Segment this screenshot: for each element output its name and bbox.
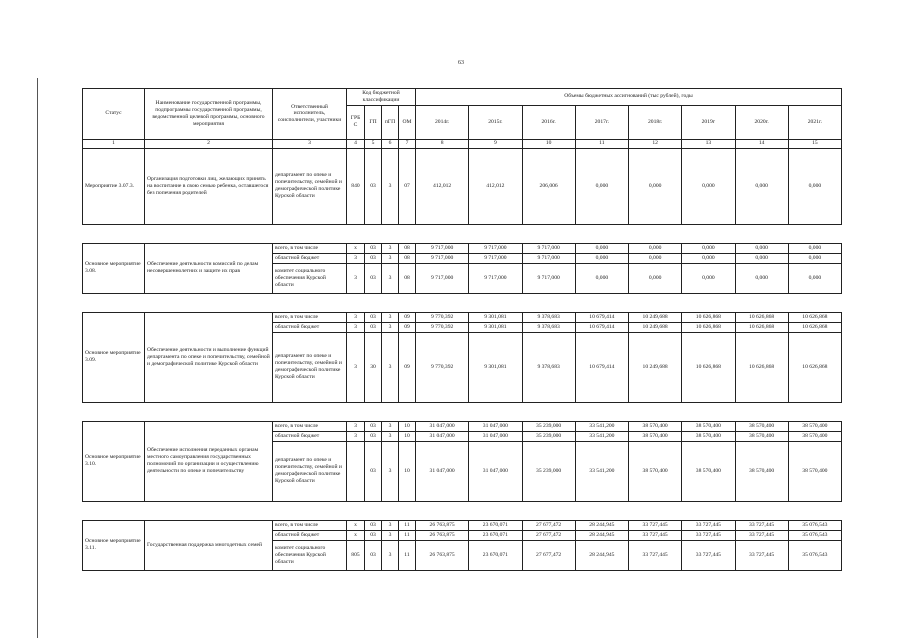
value-cell: 0,000: [735, 253, 788, 263]
code-cell: 03: [365, 322, 382, 332]
code-cell: 3: [347, 421, 365, 431]
header-volumes: Объемы бюджетных ассигнований (тыс рублей), годы: [416, 89, 842, 106]
header-responsible: Ответственный исполнитель, соисполнители, участники: [273, 89, 347, 140]
status-cell: Основное мероприятие 3.09.: [83, 312, 145, 402]
code-cell: 3: [382, 322, 399, 332]
group-spacer: [83, 293, 842, 312]
value-cell: 10 626,868: [788, 322, 841, 332]
header-year-2017: 2017г.: [575, 105, 628, 139]
code-cell: 03: [365, 520, 382, 530]
code-cell: 03: [365, 253, 382, 263]
value-cell: 9 301,081: [469, 312, 522, 322]
code-cell: 08: [399, 263, 416, 293]
value-cell: 10 626,868: [788, 312, 841, 322]
index-cell: 5: [365, 139, 382, 148]
code-cell: 07: [399, 148, 416, 224]
value-cell: 38 570,400: [682, 431, 735, 441]
status-cell: Основное мероприятие 3.10.: [83, 421, 145, 501]
code-cell: 10: [399, 431, 416, 441]
program-name-cell: Обеспечение деятельности комиссий по делам несовершеннолетних и защите их прав: [145, 243, 273, 293]
code-cell: 08: [399, 253, 416, 263]
header-budget-code: Код бюджетной классификации: [347, 89, 416, 106]
page-number: 63: [458, 60, 464, 66]
responsible-cell: всего, в том числе: [273, 421, 347, 431]
responsible-cell: департамент по опеке и попечительству, семейной и демографической политике Курской области: [273, 148, 347, 224]
code-cell: 11: [399, 520, 416, 530]
code-cell: 03: [365, 421, 382, 431]
value-cell: 10 626,868: [682, 312, 735, 322]
value-cell: 10 249,688: [629, 312, 682, 322]
group-spacer: [83, 224, 842, 243]
header-year-2021: 2021г.: [788, 105, 841, 139]
value-cell: 0,000: [682, 253, 735, 263]
value-cell: 0,000: [788, 148, 841, 224]
header-year-2018: 2018г.: [629, 105, 682, 139]
code-cell: 3: [382, 263, 399, 293]
table-row: [83, 148, 842, 224]
value-cell: 26 763,875: [416, 540, 469, 570]
value-cell: 33 727,445: [629, 520, 682, 530]
responsible-cell: всего, в том числе: [273, 520, 347, 530]
value-cell: 0,000: [629, 263, 682, 293]
value-cell: 0,000: [735, 263, 788, 293]
value-cell: 9 717,000: [416, 243, 469, 253]
value-cell: 35 239,000: [522, 441, 575, 501]
header-year-2016: 2016г.: [522, 105, 575, 139]
value-cell: 26 763,875: [416, 520, 469, 530]
value-cell: 412,012: [469, 148, 522, 224]
responsible-cell: комитет социального обеспечения Курской области: [273, 263, 347, 293]
header-year-2019: 2019г: [682, 105, 735, 139]
code-cell: 3: [382, 540, 399, 570]
table-row: [83, 421, 842, 431]
value-cell: 23 670,071: [469, 520, 522, 530]
code-cell: [347, 441, 365, 501]
value-cell: 31 047,000: [416, 431, 469, 441]
header-om: ОМ: [399, 105, 416, 139]
program-name-cell: Обеспечение деятельности и выполнение функций департамента по опеке и попечительству, семейной и демографической политике Курской области: [145, 312, 273, 402]
program-name-cell: Обеспечение исполнения переданных органам местного самоуправления государственных полномочий по организации и осуществлению деятельности по опеке и попечительству: [145, 421, 273, 501]
value-cell: 38 570,400: [682, 441, 735, 501]
value-cell: 38 570,400: [629, 421, 682, 431]
group-spacer: [83, 402, 842, 421]
code-cell: 03: [365, 540, 382, 570]
code-cell: 3: [347, 332, 365, 402]
value-cell: 35 239,000: [522, 431, 575, 441]
code-cell: 805: [347, 540, 365, 570]
value-cell: 28 244,945: [575, 540, 628, 570]
code-cell: 03: [365, 263, 382, 293]
value-cell: 33 541,200: [575, 431, 628, 441]
value-cell: 0,000: [788, 253, 841, 263]
program-name-cell: Организация подготовки лиц, желающих принять на воспитание в свою семью ребенка, оставшегося без попечения родителей: [145, 148, 273, 224]
value-cell: 31 047,000: [469, 441, 522, 501]
value-cell: 9 717,000: [469, 243, 522, 253]
code-cell: 11: [399, 530, 416, 540]
value-cell: 0,000: [682, 148, 735, 224]
responsible-cell: департамент по опеке и попечительству, семейной и демографической политике Курской области: [273, 441, 347, 501]
table-row: [83, 312, 842, 322]
status-cell: Мероприятие 3.07.3.: [83, 148, 145, 224]
index-cell: 1: [83, 139, 145, 148]
value-cell: 10 626,868: [735, 312, 788, 322]
responsible-cell: всего, в том числе: [273, 243, 347, 253]
code-cell: 3: [347, 312, 365, 322]
index-cell: 3: [273, 139, 347, 148]
code-cell: 3: [382, 243, 399, 253]
code-cell: 03: [365, 441, 382, 501]
value-cell: 0,000: [629, 243, 682, 253]
value-cell: 0,000: [682, 243, 735, 253]
value-cell: 33 727,445: [735, 540, 788, 570]
code-cell: 3: [382, 312, 399, 322]
value-cell: 0,000: [629, 253, 682, 263]
responsible-cell: областной бюджет: [273, 253, 347, 263]
code-cell: x: [347, 520, 365, 530]
table-row: [83, 243, 842, 253]
value-cell: 33 541,200: [575, 441, 628, 501]
scan-margin-line: [37, 78, 38, 638]
value-cell: 10 626,868: [788, 332, 841, 402]
value-cell: 27 677,472: [522, 540, 575, 570]
value-cell: 35 076,543: [788, 540, 841, 570]
index-cell: 12: [629, 139, 682, 148]
code-cell: 3: [382, 520, 399, 530]
value-cell: 9 717,000: [522, 243, 575, 253]
value-cell: 206,006: [522, 148, 575, 224]
value-cell: 9 717,000: [469, 263, 522, 293]
value-cell: 31 047,000: [416, 441, 469, 501]
value-cell: 23 670,071: [469, 530, 522, 540]
code-cell: 03: [365, 243, 382, 253]
value-cell: 38 570,400: [788, 441, 841, 501]
responsible-cell: областной бюджет: [273, 431, 347, 441]
header-year-2015: 2015г.: [469, 105, 522, 139]
value-cell: 33 541,200: [575, 421, 628, 431]
value-cell: 33 727,445: [735, 520, 788, 530]
code-cell: 30: [365, 332, 382, 402]
value-cell: 33 727,445: [735, 530, 788, 540]
value-cell: 9 717,000: [522, 253, 575, 263]
value-cell: 26 763,875: [416, 530, 469, 540]
value-cell: 9 301,081: [469, 322, 522, 332]
value-cell: 38 570,400: [629, 441, 682, 501]
value-cell: 0,000: [788, 243, 841, 253]
column-index-row: [83, 139, 842, 148]
value-cell: 38 570,400: [682, 421, 735, 431]
index-cell: 9: [469, 139, 522, 148]
code-cell: 09: [399, 322, 416, 332]
value-cell: 38 570,400: [735, 431, 788, 441]
value-cell: 31 047,000: [469, 431, 522, 441]
table-body: [83, 148, 842, 570]
value-cell: 33 727,445: [682, 530, 735, 540]
value-cell: 10 679,414: [575, 322, 628, 332]
code-cell: 3: [382, 530, 399, 540]
value-cell: 0,000: [682, 263, 735, 293]
index-cell: 13: [682, 139, 735, 148]
value-cell: 9 378,683: [522, 312, 575, 322]
value-cell: 10 249,688: [629, 322, 682, 332]
value-cell: 9 717,000: [469, 253, 522, 263]
value-cell: 33 727,445: [629, 530, 682, 540]
value-cell: 9 770,392: [416, 322, 469, 332]
code-cell: x: [347, 243, 365, 253]
index-cell: 7: [399, 139, 416, 148]
value-cell: 33 727,445: [629, 540, 682, 570]
value-cell: 10 626,868: [682, 322, 735, 332]
value-cell: 38 570,400: [788, 421, 841, 431]
index-cell: 6: [382, 139, 399, 148]
value-cell: 28 244,945: [575, 530, 628, 540]
value-cell: 9 301,081: [469, 332, 522, 402]
value-cell: 28 244,945: [575, 520, 628, 530]
code-cell: 03: [365, 312, 382, 322]
value-cell: 10 626,868: [735, 332, 788, 402]
value-cell: 9 717,000: [522, 263, 575, 293]
code-cell: x: [347, 530, 365, 540]
code-cell: 11: [399, 540, 416, 570]
code-cell: 3: [382, 441, 399, 501]
value-cell: 23 670,071: [469, 540, 522, 570]
code-cell: 03: [365, 431, 382, 441]
code-cell: 3: [382, 332, 399, 402]
status-cell: Основное мероприятие 3.08.: [83, 243, 145, 293]
value-cell: 10 626,868: [735, 322, 788, 332]
code-cell: 840: [347, 148, 365, 224]
code-cell: 03: [365, 530, 382, 540]
value-cell: 10 249,688: [629, 332, 682, 402]
index-cell: 15: [788, 139, 841, 148]
value-cell: 10 679,414: [575, 332, 628, 402]
program-name-cell: Государственная поддержка многодетных семей: [145, 520, 273, 570]
header-name: Наименование государственной программы, подпрограммы государственной программы, ведомственной целевой программы, основного мероприятия: [145, 89, 273, 140]
code-cell: 3: [382, 253, 399, 263]
index-cell: 10: [522, 139, 575, 148]
code-cell: 09: [399, 312, 416, 322]
value-cell: 27 677,472: [522, 530, 575, 540]
value-cell: 38 570,400: [735, 441, 788, 501]
value-cell: 10 626,868: [682, 332, 735, 402]
code-cell: 3: [382, 148, 399, 224]
responsible-cell: комитет социального обеспечения Курской области: [273, 540, 347, 570]
value-cell: 9 770,392: [416, 312, 469, 322]
value-cell: 0,000: [629, 148, 682, 224]
responsible-cell: областной бюджет: [273, 322, 347, 332]
code-cell: 3: [382, 431, 399, 441]
value-cell: 0,000: [575, 148, 628, 224]
value-cell: 38 570,400: [629, 431, 682, 441]
value-cell: 35 076,543: [788, 520, 841, 530]
index-cell: 14: [735, 139, 788, 148]
group-spacer: [83, 501, 842, 520]
value-cell: 35 076,543: [788, 530, 841, 540]
index-cell: 8: [416, 139, 469, 148]
code-cell: 3: [347, 431, 365, 441]
value-cell: 0,000: [575, 263, 628, 293]
index-cell: 2: [145, 139, 273, 148]
value-cell: 0,000: [735, 243, 788, 253]
header-grbs: ГРБС: [347, 105, 365, 139]
header-status: Статус: [83, 89, 145, 140]
code-cell: 3: [347, 322, 365, 332]
responsible-cell: департамент по опеке и попечительству, семейной и демографической политике Курской области: [273, 332, 347, 402]
value-cell: 9 717,000: [416, 253, 469, 263]
value-cell: 9 770,392: [416, 332, 469, 402]
value-cell: 31 047,000: [416, 421, 469, 431]
table-row: [83, 520, 842, 530]
value-cell: 0,000: [735, 148, 788, 224]
status-cell: Основное мероприятие 3.11.: [83, 520, 145, 570]
responsible-cell: областной бюджет: [273, 530, 347, 540]
value-cell: 35 239,000: [522, 421, 575, 431]
code-cell: 3: [382, 421, 399, 431]
value-cell: 31 047,000: [469, 421, 522, 431]
value-cell: 10 679,414: [575, 312, 628, 322]
budget-table: [82, 88, 842, 571]
value-cell: 0,000: [575, 253, 628, 263]
header-gp: ГП: [365, 105, 382, 139]
code-cell: 03: [365, 148, 382, 224]
code-cell: 08: [399, 243, 416, 253]
index-cell: 4: [347, 139, 365, 148]
value-cell: 412,012: [416, 148, 469, 224]
value-cell: 33 727,445: [682, 520, 735, 530]
code-cell: 09: [399, 332, 416, 402]
code-cell: 3: [347, 263, 365, 293]
index-cell: 11: [575, 139, 628, 148]
value-cell: 38 570,400: [788, 431, 841, 441]
value-cell: 9 378,683: [522, 332, 575, 402]
header-year-2014: 2014г.: [416, 105, 469, 139]
responsible-cell: всего, в том числе: [273, 312, 347, 322]
code-cell: 3: [347, 253, 365, 263]
value-cell: 9 378,683: [522, 322, 575, 332]
header-row-1: [83, 89, 842, 106]
value-cell: 33 727,445: [682, 540, 735, 570]
value-cell: 0,000: [575, 243, 628, 253]
value-cell: 0,000: [788, 263, 841, 293]
value-cell: 27 677,472: [522, 520, 575, 530]
value-cell: 9 717,000: [416, 263, 469, 293]
value-cell: 38 570,400: [735, 421, 788, 431]
header-year-2020: 2020г.: [735, 105, 788, 139]
code-cell: 10: [399, 441, 416, 501]
header-pgp: пГП: [382, 105, 399, 139]
code-cell: 10: [399, 421, 416, 431]
